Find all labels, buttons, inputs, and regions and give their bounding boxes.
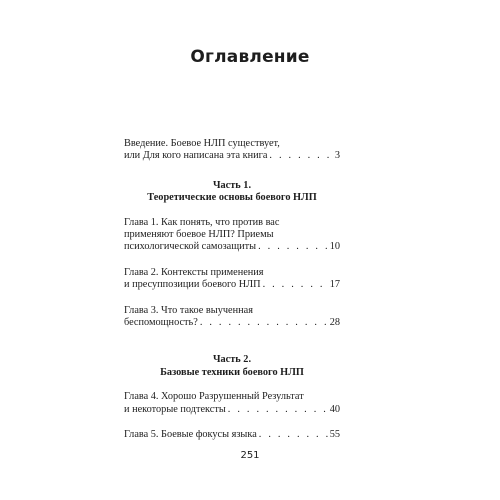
table-of-contents bbox=[124, 138, 340, 442]
toc-page-number: 28 bbox=[329, 317, 340, 329]
part-title: Базовые техники боевого НЛП bbox=[160, 366, 304, 378]
toc-page-number: 55 bbox=[329, 429, 340, 441]
toc-page-number: 40 bbox=[329, 403, 340, 415]
toc-page-number: 3 bbox=[334, 150, 340, 162]
part-label: Часть 2. bbox=[212, 354, 252, 366]
toc-part-1[interactable] bbox=[124, 180, 340, 205]
toc-entry-chapter-3[interactable] bbox=[124, 305, 340, 330]
page-title: Оглавление bbox=[190, 47, 310, 67]
toc-entry-text: Глава 3. Что такое выученная bbox=[124, 304, 253, 316]
toc-entry-text: применяют боевое НЛП? Приемы bbox=[124, 229, 274, 241]
toc-page-number: 10 bbox=[329, 241, 340, 253]
toc-entry-text: Глава 2. Контексты применения bbox=[124, 266, 264, 278]
toc-entry-text: беспомощность? bbox=[124, 317, 198, 329]
toc-entry-chapter-2[interactable] bbox=[124, 267, 340, 292]
toc-entry-last-line bbox=[124, 241, 340, 253]
dot-leader bbox=[263, 279, 328, 291]
toc-page-number: 17 bbox=[329, 279, 340, 291]
toc-entry-last-line bbox=[124, 317, 340, 329]
toc-entry-text: Глава 1. Как понять, что против вас bbox=[124, 216, 280, 228]
toc-entry-last-line bbox=[124, 429, 340, 441]
toc-entry-chapter-4[interactable] bbox=[124, 391, 340, 416]
dot-leader bbox=[269, 150, 332, 162]
toc-entry-last-line bbox=[124, 150, 340, 162]
toc-entry-text: или Для кого написана эта книга bbox=[124, 150, 268, 162]
part-title: Теоретические основы боевого НЛП bbox=[147, 192, 317, 204]
dot-leader bbox=[228, 404, 328, 416]
toc-entry-text: Введение. Боевое НЛП существует, bbox=[124, 138, 280, 149]
toc-entry-last-line bbox=[124, 279, 340, 291]
dot-leader bbox=[259, 429, 328, 441]
part-label: Часть 1. bbox=[212, 179, 252, 191]
toc-entry-text: Глава 5. Боевые фокусы языка bbox=[124, 429, 257, 441]
page-number: 251 bbox=[240, 450, 260, 461]
toc-part-2[interactable] bbox=[124, 354, 340, 379]
toc-entry-chapter-5[interactable] bbox=[124, 429, 340, 441]
dot-leader bbox=[258, 241, 328, 253]
toc-entry-last-line bbox=[124, 404, 340, 416]
dot-leader bbox=[200, 317, 328, 329]
toc-entry-introduction[interactable] bbox=[124, 138, 340, 163]
toc-entry-text: Глава 4. Хорошо Разрушенный Результат bbox=[124, 391, 304, 403]
toc-entry-text: психологической самозащиты bbox=[124, 241, 257, 253]
toc-entry-chapter-1[interactable] bbox=[124, 217, 340, 254]
toc-entry-text: и пресуппозиции боевого НЛП bbox=[124, 279, 261, 291]
toc-entry-text: и некоторые подтексты bbox=[124, 403, 226, 415]
